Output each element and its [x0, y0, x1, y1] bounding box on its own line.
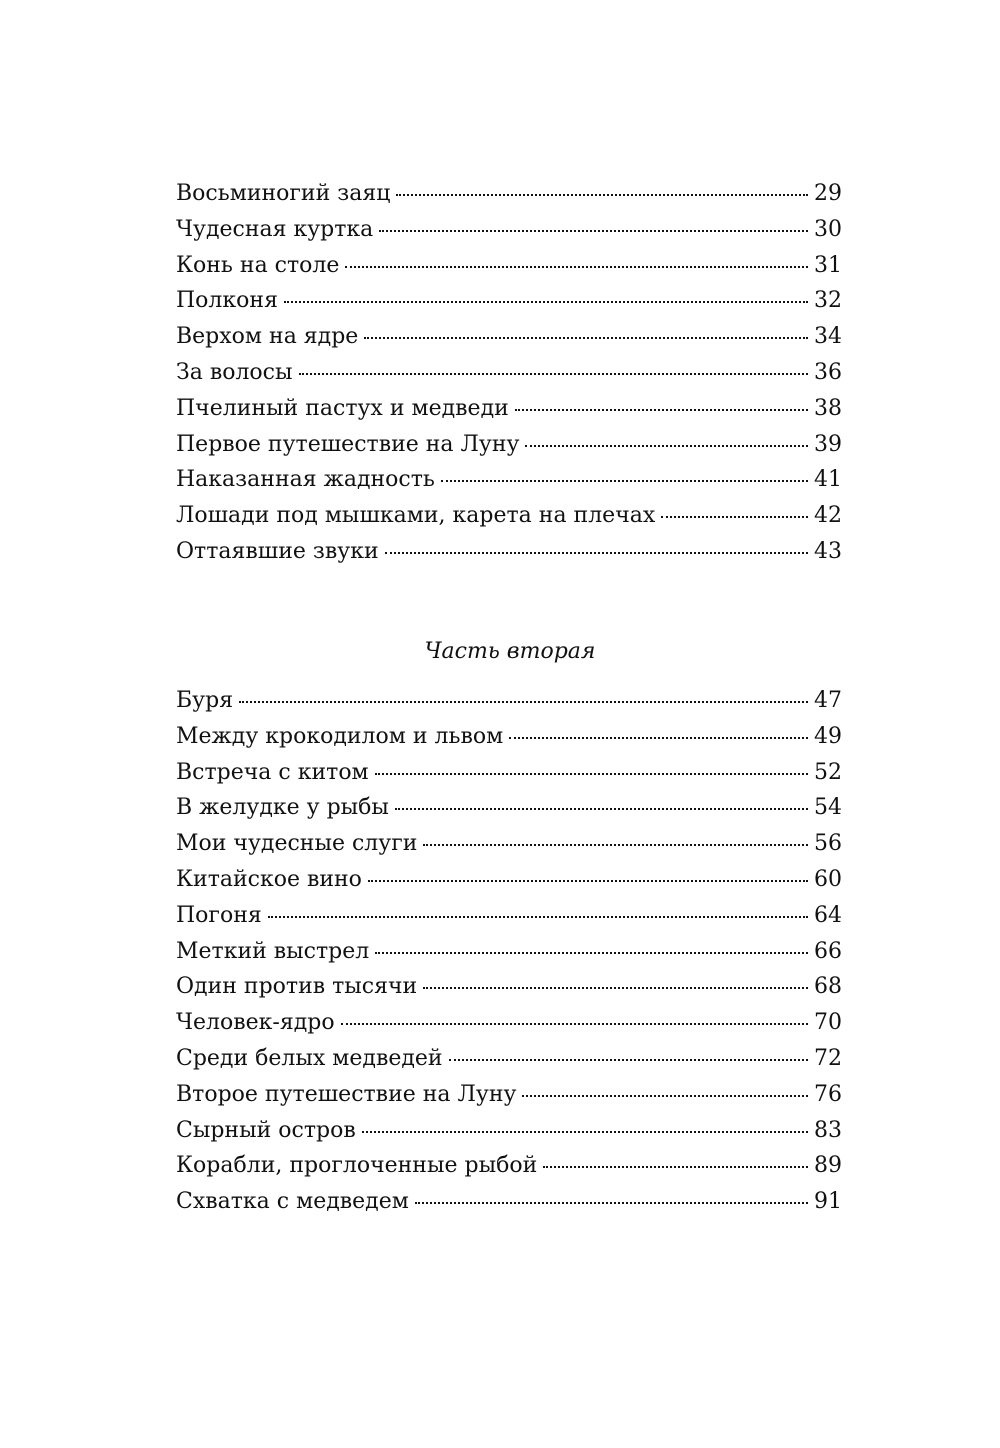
- toc-entry-page: 30: [814, 216, 842, 242]
- toc-entry-page: 91: [814, 1189, 842, 1215]
- toc-entry-title: Среди белых медведей: [176, 1045, 443, 1071]
- toc-entry-title: Мои чудесные слуги: [176, 831, 418, 857]
- toc-entry: [176, 498, 842, 534]
- toc-entry-page: 66: [814, 938, 842, 964]
- dot-leader: [515, 408, 808, 411]
- toc-entry-title: Корабли, проглоченные рыбой: [176, 1153, 538, 1179]
- dot-leader: [362, 1130, 808, 1133]
- toc-entry: [176, 462, 842, 498]
- toc-entry-title: Второе путешествие на Луну: [176, 1081, 517, 1107]
- dot-leader: [525, 444, 808, 447]
- dot-leader: [239, 700, 808, 703]
- toc-entry: [176, 534, 842, 570]
- toc-entry-title: Оттаявшие звуки: [176, 538, 379, 564]
- toc-entry: [176, 1148, 842, 1184]
- toc-entry-page: 43: [814, 538, 842, 564]
- toc-entry: [176, 683, 842, 719]
- dot-leader: [385, 551, 808, 554]
- toc-entry-page: 56: [814, 831, 842, 857]
- dot-leader: [396, 193, 808, 196]
- toc-entry: [176, 826, 842, 862]
- toc-entry-page: 68: [814, 974, 842, 1000]
- toc-entry-title: Китайское вино: [176, 866, 362, 892]
- toc-entry-page: 34: [814, 324, 842, 350]
- toc-entry: [176, 719, 842, 755]
- dot-leader: [368, 879, 808, 882]
- toc-entry: [176, 1077, 842, 1113]
- toc-entry: [176, 1184, 842, 1220]
- dot-leader: [395, 807, 808, 810]
- toc-entry-page: 29: [814, 181, 842, 206]
- toc-entry-title: Буря: [176, 688, 234, 713]
- toc-entry-page: 89: [814, 1153, 842, 1179]
- dot-leader: [543, 1165, 808, 1168]
- toc-entry-page: 54: [814, 795, 842, 821]
- toc-entry-title: Между крокодилом и львом: [176, 723, 504, 749]
- toc-entry-title: Полконя: [176, 288, 278, 314]
- dot-leader: [509, 736, 808, 739]
- toc-entry: [176, 934, 842, 970]
- dot-leader: [423, 843, 808, 846]
- toc-entry-title: Первое путешествие на Луну: [176, 431, 520, 457]
- toc-entry-page: 72: [814, 1045, 842, 1071]
- toc-entry: [176, 212, 842, 248]
- toc-entry-title: Встреча с китом: [176, 759, 369, 785]
- toc-entry: [176, 319, 842, 355]
- toc-entry-title: Один против тысячи: [176, 974, 418, 1000]
- toc-entry-page: 39: [814, 431, 842, 457]
- toc-entry: [176, 755, 842, 791]
- toc-entry-page: 60: [814, 866, 842, 892]
- toc-entry-title: Верхом на ядре: [176, 324, 359, 350]
- toc-entry-title: Человек-ядро: [176, 1010, 335, 1036]
- dot-leader: [441, 479, 808, 482]
- dot-leader: [341, 1022, 808, 1025]
- toc-entry-title: Погоня: [176, 902, 262, 928]
- toc-entry: [176, 283, 842, 319]
- dot-leader: [423, 986, 808, 989]
- toc-entry-title: За волосы: [176, 359, 293, 385]
- toc-entry-page: 36: [814, 359, 842, 385]
- dot-leader: [415, 1201, 808, 1204]
- toc-entry-page: 42: [814, 503, 842, 529]
- toc-entry-page: 31: [814, 252, 842, 278]
- toc-entry-title: Конь на столе: [176, 252, 340, 278]
- toc-entry: [176, 969, 842, 1005]
- toc-entry: [176, 1041, 842, 1077]
- toc-entry-page: 64: [814, 902, 842, 928]
- dot-leader: [375, 951, 808, 954]
- toc-entry-title: Лошади под мышками, карета на плечах: [176, 503, 656, 529]
- dot-leader: [345, 265, 808, 268]
- toc-entry-page: 52: [814, 759, 842, 785]
- toc-entry-title: В желудке у рыбы: [176, 795, 389, 821]
- toc-entry: [176, 176, 842, 212]
- toc-entry-page: 70: [814, 1010, 842, 1036]
- toc-entry-title: Наказанная жадность: [176, 467, 435, 493]
- toc-entry: [176, 1005, 842, 1041]
- toc-entry-title: Чудесная куртка: [176, 216, 374, 242]
- toc-entry-title: Восьминогий заяц: [176, 181, 391, 206]
- toc-entry-page: 38: [814, 395, 842, 421]
- dot-leader: [268, 915, 808, 918]
- dot-leader: [375, 772, 808, 775]
- toc-entry: [176, 355, 842, 391]
- dot-leader: [364, 336, 808, 339]
- toc-entry-page: 32: [814, 288, 842, 314]
- toc-entry-page: 83: [814, 1117, 842, 1143]
- dot-leader: [522, 1094, 808, 1097]
- dot-leader: [661, 515, 808, 518]
- toc-entry: [176, 427, 842, 463]
- toc-entry-title: Сырный остров: [176, 1117, 356, 1143]
- dot-leader: [379, 229, 808, 232]
- toc-entry-page: 47: [814, 688, 842, 713]
- toc-entry: [176, 898, 842, 934]
- toc-entry-title: Меткий выстрел: [176, 938, 370, 964]
- section-heading: Часть вторая: [424, 639, 596, 664]
- toc-part-one: [176, 176, 842, 570]
- toc-entry: [176, 862, 842, 898]
- toc-entry-title: Пчелиный пастух и медведи: [176, 395, 509, 421]
- toc-part-two: [176, 683, 842, 1220]
- dot-leader: [299, 372, 809, 375]
- toc-entry: [176, 790, 842, 826]
- toc-entry-page: 76: [814, 1081, 842, 1107]
- dot-leader: [449, 1058, 808, 1061]
- toc-entry: [176, 1113, 842, 1149]
- toc-entry: [176, 248, 842, 284]
- toc-entry: [176, 391, 842, 427]
- toc-entry-page: 41: [814, 467, 842, 493]
- toc-entry-title: Схватка с медведем: [176, 1189, 409, 1215]
- dot-leader: [284, 300, 808, 303]
- toc-entry-page: 49: [814, 723, 842, 749]
